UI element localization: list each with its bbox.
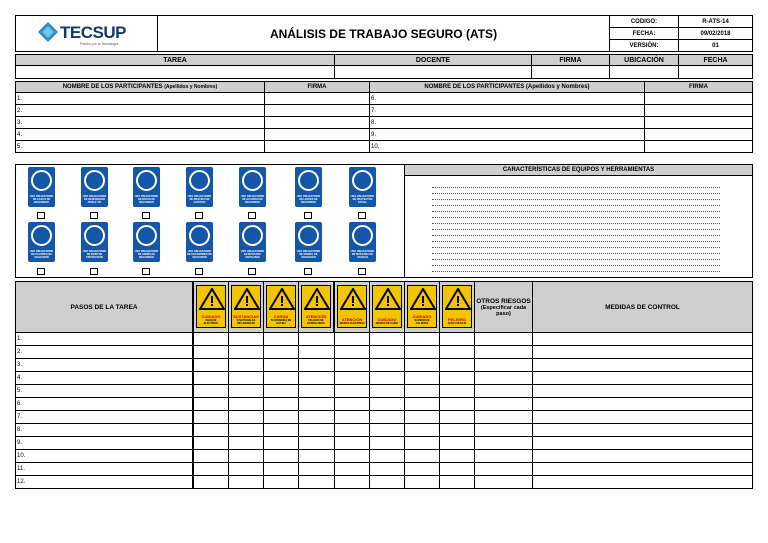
hazard-check-cell[interactable] xyxy=(193,332,229,346)
overall-icon xyxy=(81,222,108,262)
row-number: 6. xyxy=(371,95,377,102)
other-risk-field[interactable] xyxy=(474,410,533,424)
step-description-field[interactable] xyxy=(15,358,193,372)
hazard-sublabel: ALTO VOLTAJE xyxy=(447,322,467,325)
hazard-electric-icon xyxy=(337,285,367,328)
participant-name-field[interactable] xyxy=(15,140,265,153)
other-risk-field[interactable] xyxy=(474,462,533,476)
tecsup-logo xyxy=(38,22,148,48)
hazard-check-cell[interactable] xyxy=(369,384,405,398)
hazard-check-cell[interactable] xyxy=(334,332,370,346)
tarea-field[interactable] xyxy=(15,65,335,79)
equipment-line[interactable] xyxy=(432,247,720,248)
control-measure-field[interactable] xyxy=(532,462,753,476)
ppe-sign-text: USO OBLIGATORIO DE CASCO DE SEGURIDAD xyxy=(29,195,54,204)
hazard-check-cell[interactable] xyxy=(334,397,370,411)
sign-circle xyxy=(298,225,319,246)
hazard-check-cell[interactable] xyxy=(369,449,405,463)
warning-triangle-icon xyxy=(199,288,225,310)
hazard-check-cell[interactable] xyxy=(298,475,335,489)
hazard-check-cell[interactable] xyxy=(193,371,229,385)
hazard-check-cell[interactable] xyxy=(404,449,440,463)
hazard-check-cell[interactable] xyxy=(228,332,264,346)
row-number: 3. xyxy=(17,119,23,126)
hazard-check-cell[interactable] xyxy=(263,449,299,463)
participant-signature-field[interactable] xyxy=(644,140,753,153)
meta-value-version: 01 xyxy=(678,39,753,52)
hazard-check-cell[interactable] xyxy=(334,462,370,476)
hazard-check-cell[interactable] xyxy=(228,384,264,398)
page-title: ANÁLISIS DE TRABAJO SEGURO (ATS) xyxy=(157,15,610,52)
gloves-icon xyxy=(239,167,266,207)
meta-value-date: 09/02/2018 xyxy=(678,27,753,40)
equipment-line[interactable] xyxy=(432,223,720,224)
control-measure-field[interactable] xyxy=(532,423,753,437)
boots-icon xyxy=(133,167,160,207)
hazard-check-cell[interactable] xyxy=(263,345,299,359)
ppe-sign-text: USO OBLIGATORIO DE GUANTES DE SOLDADOR xyxy=(29,250,54,259)
hazard-check-cell[interactable] xyxy=(228,462,264,476)
logo-tagline: Pasión por la Tecnología xyxy=(80,42,119,46)
hazard-check-cell[interactable] xyxy=(369,410,405,424)
hazard-check-cell[interactable] xyxy=(439,423,475,437)
participant-signature-field[interactable] xyxy=(264,140,370,153)
hazard-check-cell[interactable] xyxy=(439,371,475,385)
control-measure-field[interactable] xyxy=(532,475,753,489)
step-number: 1. xyxy=(17,336,23,342)
hazard-check-cell[interactable] xyxy=(263,475,299,489)
hazard-check-cell[interactable] xyxy=(369,358,405,372)
hazard-check-cell[interactable] xyxy=(369,332,405,346)
hazard-check-cell[interactable] xyxy=(439,436,475,450)
hazard-check-cell[interactable] xyxy=(228,475,264,489)
ppe-checkbox[interactable] xyxy=(90,212,98,219)
hazard-check-cell[interactable] xyxy=(193,423,229,437)
hazard-check-cell[interactable] xyxy=(404,462,440,476)
hazard-check-cell[interactable] xyxy=(193,475,229,489)
hazard-check-cell[interactable] xyxy=(334,371,370,385)
hazard-label: CARGA SUSPENDIDA EN ALTURA xyxy=(268,315,294,325)
ppe-checkbox[interactable] xyxy=(195,212,203,219)
control-measure-field[interactable] xyxy=(532,410,753,424)
hazard-check-cell[interactable] xyxy=(263,371,299,385)
participants-firma-right: FIRMA xyxy=(644,81,753,93)
ppe-sign-text: USO OBLIGATORIO DE BOTAS DE SEGURIDAD xyxy=(134,195,159,204)
step-number: 4. xyxy=(17,375,23,381)
hazard-slip-icon xyxy=(301,285,331,328)
docente-field[interactable] xyxy=(334,65,532,79)
control-measure-field[interactable] xyxy=(532,449,753,463)
participant-name-field[interactable] xyxy=(369,140,645,153)
sign-circle xyxy=(31,170,52,191)
sign-circle xyxy=(189,170,210,191)
hazard-check-cell[interactable] xyxy=(334,475,370,489)
hazard-check-cell[interactable] xyxy=(193,462,229,476)
hazard-fall-icon xyxy=(372,285,402,328)
step-number: 2. xyxy=(17,349,23,355)
control-measure-field[interactable] xyxy=(532,358,753,372)
hazard-check-cell[interactable] xyxy=(369,397,405,411)
hazard-check-cell[interactable] xyxy=(228,423,264,437)
welder-boots-icon xyxy=(186,222,213,262)
warning-triangle-icon xyxy=(269,288,295,310)
sign-circle xyxy=(242,170,263,191)
hazard-check-cell[interactable] xyxy=(263,423,299,437)
sign-circle xyxy=(298,170,319,191)
hazard-check-cell[interactable] xyxy=(263,410,299,424)
equipment-line[interactable] xyxy=(432,187,720,188)
hazard-check-cell[interactable] xyxy=(334,436,370,450)
step-number: 12. xyxy=(17,479,26,485)
hazard-check-cell[interactable] xyxy=(334,358,370,372)
fecha-field[interactable] xyxy=(678,65,753,79)
hazard-check-cell[interactable] xyxy=(369,371,405,385)
ppe-checkbox[interactable] xyxy=(304,268,312,275)
hazard-check-cell[interactable] xyxy=(369,436,405,450)
ppe-sign-text: USO OBLIGATORIO DE PROTECTOR FACIAL xyxy=(350,195,375,204)
ppe-sign-text: USO OBLIGATORIO DE ESCARPINES DE SOLDADOR xyxy=(187,250,212,259)
row-number: 7. xyxy=(371,107,377,114)
hazard-check-cell[interactable] xyxy=(228,358,264,372)
welding-mask-icon xyxy=(349,222,376,262)
other-risk-field[interactable] xyxy=(474,436,533,450)
hazard-label: CUIDADO RIESGO DE CAÍDA xyxy=(375,317,399,325)
equipment-panel xyxy=(404,164,753,278)
hazard-check-cell[interactable] xyxy=(439,345,475,359)
hazard-check-cell[interactable] xyxy=(334,423,370,437)
warning-triangle-icon xyxy=(445,288,471,310)
step-number: 9. xyxy=(17,440,23,446)
hazard-check-cell[interactable] xyxy=(263,358,299,372)
step-number: 7. xyxy=(17,414,23,420)
ppe-sign-text: USO OBLIGATORIO DE PROTECTOR AUDITIVO xyxy=(187,195,212,204)
step-description-field[interactable] xyxy=(15,397,193,411)
step-description-field[interactable] xyxy=(15,384,193,398)
ppe-checkbox[interactable] xyxy=(37,268,45,275)
row-number: 8. xyxy=(371,119,377,126)
hazard-check-cell[interactable] xyxy=(228,371,264,385)
sign-circle xyxy=(352,170,373,191)
sign-circle xyxy=(136,170,157,191)
warning-triangle-icon xyxy=(410,288,436,310)
hazard-check-cell[interactable] xyxy=(439,358,475,372)
hazard-check-cell[interactable] xyxy=(404,397,440,411)
equipment-line[interactable] xyxy=(432,217,720,218)
equipment-line[interactable] xyxy=(432,241,720,242)
ppe-checkbox[interactable] xyxy=(37,212,45,219)
hazard-check-cell[interactable] xyxy=(404,358,440,372)
ppe-checkbox[interactable] xyxy=(142,268,150,275)
tarea-header: TAREA xyxy=(15,54,335,66)
hazard-check-cell[interactable] xyxy=(439,449,475,463)
control-measure-field[interactable] xyxy=(532,332,753,346)
control-measure-field[interactable] xyxy=(532,345,753,359)
hazard-check-cell[interactable] xyxy=(298,462,335,476)
hazard-hot-surface-icon xyxy=(407,285,437,328)
ppe-checkbox[interactable] xyxy=(358,268,366,275)
gas-mask-icon xyxy=(239,222,266,262)
firma-field[interactable] xyxy=(531,65,610,79)
step-description-field[interactable] xyxy=(15,371,193,385)
step-number: 3. xyxy=(17,362,23,368)
hazard-check-cell[interactable] xyxy=(439,397,475,411)
control-measure-field[interactable] xyxy=(532,397,753,411)
hazard-check-cell[interactable] xyxy=(193,449,229,463)
ppe-sign-text: USO OBLIGATORIO DE LENTES DE SEGURIDAD xyxy=(296,195,321,204)
steps-header: PASOS DE LA TAREA xyxy=(15,281,193,333)
other-risk-field[interactable] xyxy=(474,358,533,372)
hazard-suspended-load-icon xyxy=(266,285,296,328)
hazard-check-cell[interactable] xyxy=(369,462,405,476)
hazard-check-cell[interactable] xyxy=(298,436,335,450)
hazard-label: SUSTANCIAS O MATERIALES INFLAMABLES xyxy=(233,314,259,325)
equipment-line[interactable] xyxy=(432,265,720,266)
hazard-check-cell[interactable] xyxy=(298,358,335,372)
warning-triangle-icon xyxy=(304,288,330,310)
hazard-check-cell[interactable] xyxy=(404,384,440,398)
hazard-check-cell[interactable] xyxy=(193,436,229,450)
step-number: 6. xyxy=(17,401,23,407)
hazard-check-cell[interactable] xyxy=(404,423,440,437)
hazard-check-cell[interactable] xyxy=(404,410,440,424)
equipment-line[interactable] xyxy=(432,211,720,212)
hazard-check-cell[interactable] xyxy=(298,371,335,385)
ppe-checkbox[interactable] xyxy=(304,212,312,219)
equipment-line[interactable] xyxy=(432,199,720,200)
warning-triangle-icon xyxy=(234,288,260,310)
equipment-line[interactable] xyxy=(432,205,720,206)
row-number: 1. xyxy=(17,95,23,102)
step-description-field[interactable] xyxy=(15,462,193,476)
equipment-line[interactable] xyxy=(432,259,720,260)
hazard-check-cell[interactable] xyxy=(298,410,335,424)
hazard-flammable-icon xyxy=(231,285,261,328)
warning-triangle-icon xyxy=(375,288,401,310)
hazard-check-cell[interactable] xyxy=(263,397,299,411)
equipment-line[interactable] xyxy=(432,253,720,254)
step-description-field[interactable] xyxy=(15,345,193,359)
welding-gloves-icon xyxy=(28,222,55,262)
ppe-sign-text: USO OBLIGATORIO DE GUANTES DE SEGURIDAD xyxy=(240,195,265,204)
ppe-sign-text: USO OBLIGATORIO DE RESPIRADOR DOBLE VÍA xyxy=(82,195,107,204)
hazard-check-cell[interactable] xyxy=(369,475,405,489)
other-risk-field[interactable] xyxy=(474,332,533,346)
participants-header-left: NOMBRE DE LOS PARTICIPANTES (Apellidos y Nombres) xyxy=(15,81,265,93)
docente-header: DOCENTE xyxy=(334,54,532,66)
hazard-sublabel: SUSPENDIDA EN ALTURA xyxy=(270,319,292,325)
fecha-header: FECHA xyxy=(678,54,753,66)
hazard-check-cell[interactable] xyxy=(263,384,299,398)
apron-icon xyxy=(295,222,322,262)
hazard-check-cell[interactable] xyxy=(193,345,229,359)
ear-protection-icon xyxy=(186,167,213,207)
respirator-icon xyxy=(81,167,108,207)
row-number: 4. xyxy=(17,131,23,138)
sign-circle xyxy=(31,225,52,246)
row-number: 10. xyxy=(371,143,380,150)
hazard-label: PELIGRO ALTO VOLTAJE xyxy=(444,318,470,325)
equipment-line[interactable] xyxy=(432,229,720,230)
warning-triangle-icon xyxy=(340,288,366,310)
hazard-check-cell[interactable] xyxy=(334,384,370,398)
step-number: 11. xyxy=(17,466,25,472)
ppe-checkbox[interactable] xyxy=(358,212,366,219)
medidas-control-header: MEDIDAS DE CONTROL xyxy=(532,281,753,333)
hazard-check-cell[interactable] xyxy=(263,332,299,346)
hazard-label: ATENCIÓN PELIGRO DE RESBALONES xyxy=(303,315,329,325)
hazard-check-cell[interactable] xyxy=(404,436,440,450)
row-number: 2. xyxy=(17,107,23,114)
hazard-check-cell[interactable] xyxy=(263,436,299,450)
hazard-check-cell[interactable] xyxy=(439,410,475,424)
hazard-check-cell[interactable] xyxy=(193,397,229,411)
hazard-check-cell[interactable] xyxy=(228,397,264,411)
meta-label-code: CODIGO: xyxy=(609,15,679,28)
hazard-label: CUIDADO CHOQUE ELÉCTRICO xyxy=(198,315,224,325)
sign-circle xyxy=(242,225,263,246)
row-number: 9. xyxy=(371,131,377,138)
control-measure-field[interactable] xyxy=(532,371,753,385)
hazard-check-cell[interactable] xyxy=(193,358,229,372)
ppe-checkbox[interactable] xyxy=(142,212,150,219)
firma-header: FIRMA xyxy=(531,54,610,66)
hazard-sublabel: RIESGO ELÉCTRICO xyxy=(339,322,365,325)
step-description-field[interactable] xyxy=(15,449,193,463)
hazard-sublabel: O MATERIALES INFLAMABLES xyxy=(236,319,256,325)
hazard-check-cell[interactable] xyxy=(298,449,335,463)
hazard-check-cell[interactable] xyxy=(404,345,440,359)
meta-label-version: VERSIÓN: xyxy=(609,39,679,52)
hazard-check-cell[interactable] xyxy=(263,462,299,476)
other-risk-field[interactable] xyxy=(474,423,533,437)
hazard-check-cell[interactable] xyxy=(298,332,335,346)
step-number: 8. xyxy=(17,427,23,433)
hazard-check-cell[interactable] xyxy=(334,345,370,359)
hazard-check-cell[interactable] xyxy=(298,397,335,411)
hazard-check-cell[interactable] xyxy=(369,423,405,437)
other-risk-field[interactable] xyxy=(474,384,533,398)
hazard-check-cell[interactable] xyxy=(298,384,335,398)
ppe-checkbox[interactable] xyxy=(195,268,203,275)
equipment-line[interactable] xyxy=(432,193,720,194)
hazard-check-cell[interactable] xyxy=(298,345,335,359)
other-risk-field[interactable] xyxy=(474,397,533,411)
control-measure-field[interactable] xyxy=(532,384,753,398)
hazard-check-cell[interactable] xyxy=(334,449,370,463)
ubicacion-header: UBICACIÓN xyxy=(609,54,679,66)
hazard-label: ATENCIÓN RIESGO ELÉCTRICO xyxy=(339,317,365,325)
hazard-check-cell[interactable] xyxy=(228,436,264,450)
equipment-line[interactable] xyxy=(432,235,720,236)
hazard-sublabel: SUPERFICIE CALIENTE xyxy=(414,319,430,325)
hazard-sublabel: PELIGRO DE RESBALONES xyxy=(307,319,325,325)
sign-circle xyxy=(189,225,210,246)
hazard-check-cell[interactable] xyxy=(228,449,264,463)
hazard-check-cell[interactable] xyxy=(193,384,229,398)
hazard-check-cell[interactable] xyxy=(228,410,264,424)
hazard-label: CUIDADO SUPERFICIE CALIENTE xyxy=(409,315,435,325)
other-risk-field[interactable] xyxy=(474,449,533,463)
logo-text: TECSUP xyxy=(60,23,126,42)
hazard-sublabel: RIESGO DE CAÍDA xyxy=(375,322,399,325)
hazard-check-cell[interactable] xyxy=(298,423,335,437)
control-measure-field[interactable] xyxy=(532,436,753,450)
hazard-check-cell[interactable] xyxy=(439,462,475,476)
ppe-checkbox[interactable] xyxy=(90,268,98,275)
hazard-check-cell[interactable] xyxy=(228,345,264,359)
ppe-checkbox[interactable] xyxy=(248,212,256,219)
harness-icon xyxy=(133,222,160,262)
ubicacion-field[interactable] xyxy=(609,65,679,79)
otros-riesgos-header: OTROS RIESGOS (Especificar cada paso) xyxy=(474,281,533,333)
hard-hat-icon xyxy=(28,167,55,207)
hazard-check-cell[interactable] xyxy=(439,332,475,346)
step-description-field[interactable] xyxy=(15,436,193,450)
ppe-sign-text: USO OBLIGATORIO DE MANDIL DE SOLDADOR xyxy=(296,250,321,259)
row-number: 5. xyxy=(17,143,23,150)
meta-label-date: FECHA: xyxy=(609,27,679,40)
meta-value-code: R-ATS-14 xyxy=(678,15,753,28)
hazard-check-cell[interactable] xyxy=(439,384,475,398)
sign-circle xyxy=(136,225,157,246)
hazard-electric-shock-icon xyxy=(196,285,226,328)
step-number: 5. xyxy=(17,388,23,394)
face-shield-icon xyxy=(349,167,376,207)
hazard-check-cell[interactable] xyxy=(404,332,440,346)
ppe-sign-text: USO OBLIGATORIO DE ROPA DE PROTECCIÓN xyxy=(82,250,107,259)
equipment-line[interactable] xyxy=(432,271,720,272)
step-number: 10. xyxy=(17,453,26,459)
step-description-field[interactable] xyxy=(15,332,193,346)
hazard-check-cell[interactable] xyxy=(439,475,475,489)
sign-circle xyxy=(84,170,105,191)
participants-firma-left: FIRMA xyxy=(264,81,370,93)
sign-circle xyxy=(352,225,373,246)
ppe-sign-text: USO OBLIGATORIO DE ARNÉS DE SEGURIDAD xyxy=(134,250,159,259)
other-risk-field[interactable] xyxy=(474,475,533,489)
goggles-icon xyxy=(295,167,322,207)
hazard-check-cell[interactable] xyxy=(334,410,370,424)
step-description-field[interactable] xyxy=(15,410,193,424)
sign-circle xyxy=(84,225,105,246)
other-risk-field[interactable] xyxy=(474,345,533,359)
hazard-check-cell[interactable] xyxy=(404,475,440,489)
participants-header-right: NOMBRE DE LOS PARTICIPANTES (Apellidos y Nombres) xyxy=(369,81,645,93)
hazard-sublabel: CHOQUE ELÉCTRICO xyxy=(203,319,219,325)
hazard-check-cell[interactable] xyxy=(193,410,229,424)
logo-cell xyxy=(15,15,158,52)
ppe-sign-text: USO OBLIGATORIO DE MÁSCARA ANTIGASES xyxy=(240,250,265,259)
step-description-field[interactable] xyxy=(15,423,193,437)
equipment-header: CARACTERÍSTICAS DE EQUIPOS Y HERRAMIENTAS xyxy=(404,164,753,176)
ppe-sign-text: USO OBLIGATORIO DE MÁSCARA DE SOLDAR xyxy=(350,250,375,259)
hazard-check-cell[interactable] xyxy=(404,371,440,385)
step-description-field[interactable] xyxy=(15,475,193,489)
ppe-checkbox[interactable] xyxy=(248,268,256,275)
logo-mark-icon xyxy=(38,22,58,42)
other-risk-field[interactable] xyxy=(474,371,533,385)
hazard-check-cell[interactable] xyxy=(369,345,405,359)
hazard-high-voltage-icon xyxy=(442,285,472,328)
